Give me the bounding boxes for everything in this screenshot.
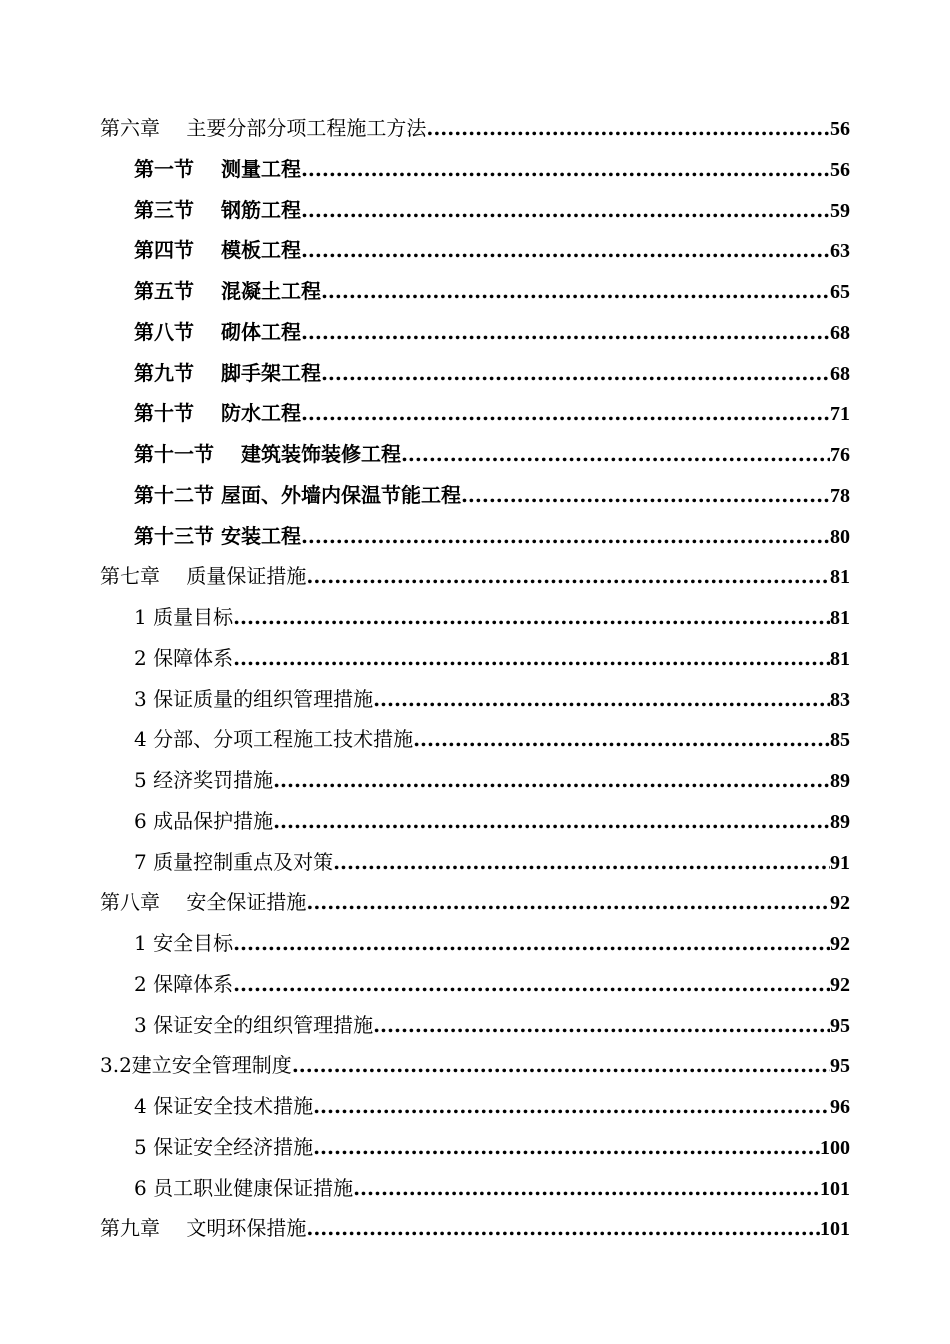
toc-entry[interactable] (100, 760, 850, 801)
toc-entry[interactable] (100, 475, 850, 516)
toc-page-number: 92 (830, 933, 850, 955)
toc-dot-leader (301, 516, 830, 557)
toc-entry-title: 7 质量控制重点及对策 (134, 849, 334, 874)
toc-entry[interactable] (100, 190, 850, 231)
toc-entry-title: 第五节 混凝土工程 (134, 279, 321, 303)
toc-page-number: 68 (830, 321, 850, 344)
toc-dot-leader (426, 108, 830, 149)
toc-dot-leader (273, 760, 830, 801)
toc-dot-leader (401, 434, 830, 475)
toc-dot-leader (373, 1005, 830, 1046)
toc-page-number: 95 (830, 1055, 850, 1078)
toc-dot-leader (301, 393, 830, 434)
toc-page-number: 81 (830, 607, 850, 629)
toc-page-number: 68 (830, 362, 850, 385)
toc-entry-title: 3 保证安全的组织管理措施 (134, 1012, 374, 1037)
toc-entry[interactable] (100, 312, 850, 353)
toc-entry[interactable] (100, 638, 850, 679)
toc-dot-leader (301, 230, 830, 271)
toc-page-number: 76 (830, 444, 850, 466)
toc-entry[interactable] (100, 1005, 850, 1046)
toc-entry-title: 第三节 钢筋工程 (134, 197, 301, 222)
toc-entry[interactable] (100, 1086, 850, 1127)
toc-entry-title: 4 保证安全技术措施 (134, 1094, 314, 1118)
toc-entry-title: 4 分部、分项工程施工技术措施 (134, 727, 414, 752)
toc-entry-title: 3 保证质量的组织管理措施 (134, 686, 374, 711)
toc-dot-leader (353, 1168, 820, 1209)
toc-entry[interactable] (100, 393, 850, 434)
toc-entry-title: 6 员工职业健康保证措施 (134, 1175, 354, 1200)
toc-page-number: 96 (830, 1096, 850, 1118)
toc-dot-leader (233, 597, 830, 638)
toc-dot-leader (292, 1045, 830, 1086)
toc-entry[interactable] (100, 1168, 850, 1209)
toc-dot-leader (373, 679, 830, 720)
toc-dot-leader (461, 475, 830, 516)
toc-page-number: 89 (830, 770, 850, 792)
toc-dot-leader (301, 312, 830, 353)
toc-page-number: 83 (830, 688, 850, 711)
toc-entry[interactable] (100, 842, 850, 883)
toc-entry-title: 5 经济奖罚措施 (134, 768, 274, 792)
toc-entry[interactable] (100, 1045, 850, 1086)
toc-page-number: 100 (820, 1136, 850, 1159)
toc-dot-leader (321, 353, 830, 394)
toc-entry[interactable] (100, 108, 850, 149)
toc-entry-title: 2 保障体系 (134, 645, 234, 670)
toc-entry[interactable] (100, 679, 850, 720)
toc-entry-title: 第十节 防水工程 (134, 401, 301, 426)
toc-dot-leader (233, 964, 830, 1005)
toc-entry[interactable] (100, 882, 850, 923)
table-of-contents (100, 108, 850, 1249)
toc-page-number: 59 (830, 199, 850, 222)
toc-entry[interactable] (100, 719, 850, 760)
toc-entry-title: 第十一节 建筑装饰装修工程 (134, 442, 401, 466)
toc-page-number: 95 (830, 1014, 850, 1037)
toc-entry-title: 第九节 脚手架工程 (134, 360, 321, 385)
toc-entry[interactable] (100, 434, 850, 475)
toc-page-number: 92 (830, 973, 850, 996)
toc-page-number: 56 (830, 158, 850, 181)
toc-dot-leader (233, 923, 830, 964)
toc-entry-title: 第十三节 安装工程 (134, 523, 301, 548)
toc-entry-title: 第九章 文明环保措施 (100, 1216, 307, 1241)
toc-entry[interactable] (100, 149, 850, 190)
toc-entry[interactable] (100, 353, 850, 394)
toc-page-number: 101 (820, 1218, 850, 1241)
toc-page-number: 71 (830, 403, 850, 426)
toc-page-number: 56 (830, 118, 850, 140)
toc-entry-title: 第十二节 屋面、外墙内保温节能工程 (134, 482, 461, 507)
toc-entry[interactable] (100, 516, 850, 557)
toc-entry[interactable] (100, 964, 850, 1005)
toc-entry-title: 第八章 安全保证措施 (100, 890, 307, 915)
toc-page-number: 81 (830, 566, 850, 589)
toc-dot-leader (321, 271, 830, 312)
toc-entry-title: 3.2建立安全管理制度 (100, 1053, 292, 1078)
toc-dot-leader (333, 842, 830, 883)
toc-dot-leader (306, 556, 830, 597)
toc-dot-leader (306, 1208, 820, 1249)
toc-entry-title: 第六章 主要分部分项工程施工方法 (100, 116, 427, 140)
toc-dot-leader (301, 190, 830, 231)
toc-entry[interactable] (100, 271, 850, 312)
toc-entry[interactable] (100, 556, 850, 597)
toc-page-number: 85 (830, 729, 850, 752)
toc-dot-leader (306, 882, 830, 923)
toc-dot-leader (301, 149, 830, 190)
toc-entry-title: 第七章 质量保证措施 (100, 564, 307, 589)
toc-dot-leader (273, 801, 830, 842)
toc-entry-title: 5 保证安全经济措施 (134, 1134, 314, 1159)
toc-entry-title: 1 安全目标 (134, 931, 234, 955)
toc-entry-title: 第四节 模板工程 (134, 238, 301, 263)
toc-page-number: 92 (830, 892, 850, 915)
toc-dot-leader (233, 638, 830, 679)
toc-entry[interactable] (100, 1127, 850, 1168)
toc-entry[interactable] (100, 923, 850, 964)
toc-dot-leader (313, 1127, 820, 1168)
toc-entry-title: 6 成品保护措施 (134, 808, 274, 833)
toc-page-number: 101 (820, 1177, 850, 1200)
toc-entry[interactable] (100, 597, 850, 638)
toc-page-number: 78 (830, 484, 850, 507)
toc-entry-title: 2 保障体系 (134, 971, 234, 996)
toc-page-number: 89 (830, 810, 850, 833)
toc-page-number: 65 (830, 281, 850, 303)
toc-entry[interactable] (100, 1208, 850, 1249)
toc-entry-title: 第一节 测量工程 (134, 156, 301, 181)
toc-page-number: 80 (830, 525, 850, 548)
toc-entry-title: 第八节 砌体工程 (134, 319, 301, 344)
toc-dot-leader (413, 719, 830, 760)
toc-page-number: 81 (830, 647, 850, 670)
toc-entry-title: 1 质量目标 (134, 605, 234, 629)
toc-page-number: 63 (830, 240, 850, 263)
toc-page-number: 91 (830, 851, 850, 874)
toc-dot-leader (313, 1086, 830, 1127)
toc-entry[interactable] (100, 801, 850, 842)
toc-entry[interactable] (100, 230, 850, 271)
